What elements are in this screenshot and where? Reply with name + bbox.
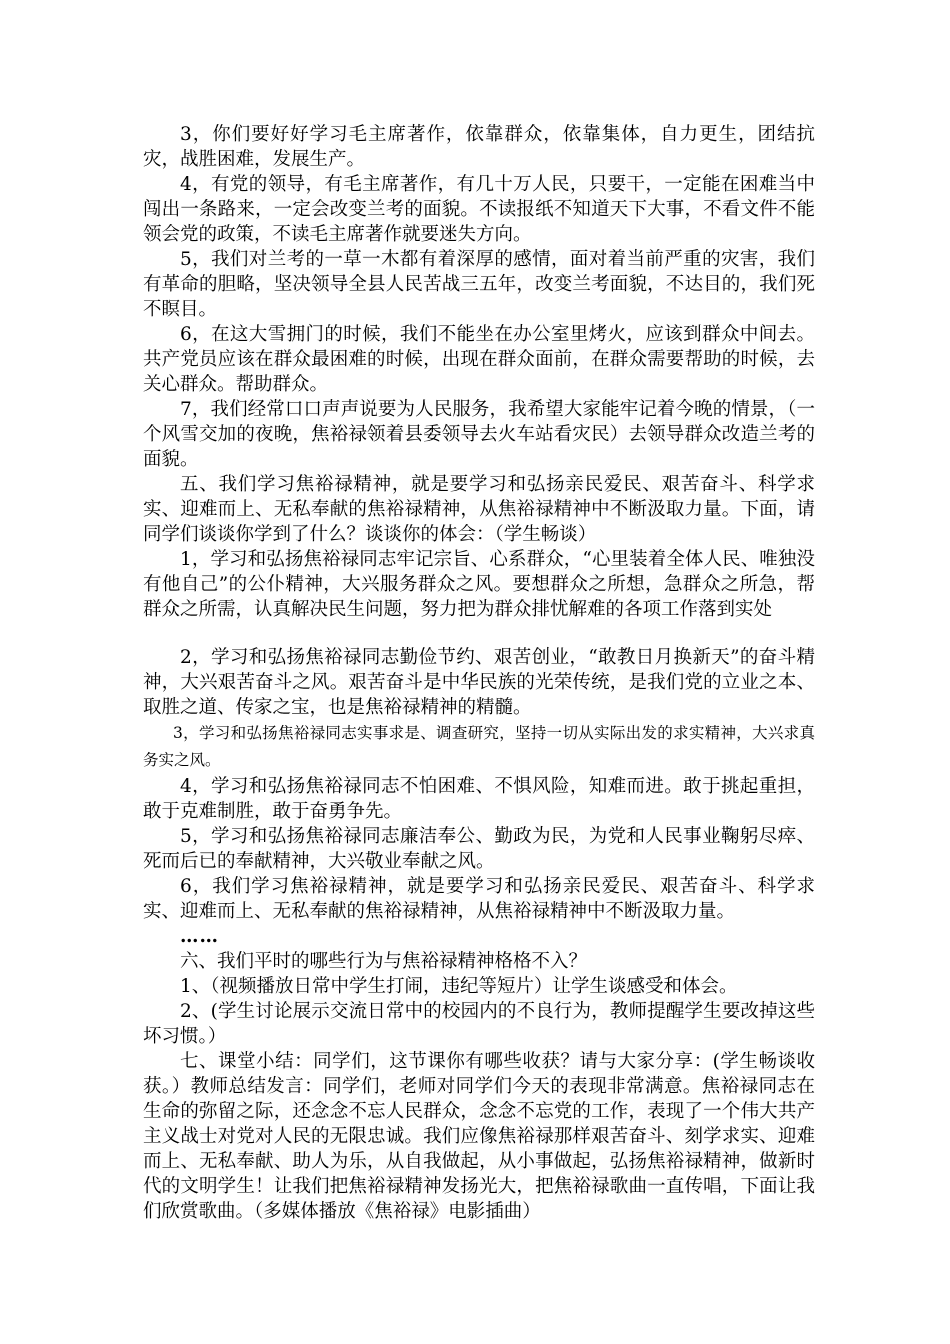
paragraph-six-1: 1、（视频播放日常中学生打闹，违纪等短片）让学生谈感受和体会。 [180,976,738,997]
ellipsis: …… [180,926,219,947]
paragraph-quote-3: 3，你们要好好学习毛主席著作，依靠群众，依靠集体，自力更生，团结抗灾，战胜困难，发展生产。 [143,124,815,170]
paragraph-six-2: 2、(学生讨论展示交流日常中的校园内的不良行为，教师提醒学生要改掉这些坏习惯。） [143,1001,815,1047]
paragraph-spirit-5: 5，学习和弘扬焦裕禄同志廉洁奉公、勤政为民，为党和人民事业鞠躬尽瘁、死而后已的奉献精神，大兴敬业奉献之风。 [143,826,815,872]
section-six-heading: 六、我们平时的哪些行为与焦裕禄精神格格不入？ [180,951,588,972]
paragraph-spirit-1: 1，学习和弘扬焦裕禄同志牢记宗旨、心系群众，“心里装着全体人民、唯独没有他自己”的公仆精神，大兴服务群众之风。要想群众之所想，急群众之所急，帮群众之所需，认真解决民生问题，努力把为群众排忧解难的各项工作落到实处 [143,549,815,620]
paragraph-spirit-3: 3，学习和弘扬焦裕禄同志实事求是、调查研究，坚持一切从实际出发的求实精神，大兴求真务实之风。 [143,724,815,769]
paragraph-quote-7: 7，我们经常口口声声说要为人民服务，我希望大家能牢记着今晚的情景，（一个风雪交加的夜晚，焦裕禄领着县委领导去火车站看灾民）去领导群众改造兰考的面貌。 [143,399,815,470]
paragraph-spirit-4: 4，学习和弘扬焦裕禄同志不怕困难、不惧风险，知难而进。敢于挑起重担，敢于克难制胜，敢于奋勇争先。 [143,776,815,822]
document-body [143,122,815,1224]
section-five-heading: 五、我们学习焦裕禄精神，就是要学习和弘扬亲民爱民、艰苦奋斗、科学求实、迎难而上、无私奉献的焦裕禄精神，从焦裕禄精神中不断汲取力量。下面，请同学们谈谈你学到了什么？谈谈你的体会：（学生畅谈） [143,474,815,545]
paragraph-spirit-2: 2，学习和弘扬焦裕禄同志勤俭节约、艰苦创业，“敢教日月换新天”的奋斗精神，大兴艰苦奋斗之风。艰苦奋斗是中华民族的光荣传统，是我们党的立业之本、取胜之道、传家之宝，也是焦裕禄精神的精髓。 [143,647,815,718]
blank-line [143,622,815,645]
paragraph-quote-6: 6，在这大雪拥门的时候，我们不能坐在办公室里烤火，应该到群众中间去。共产党员应该在群众最困难的时候，出现在群众面前，在群众需要帮助的时候，去关心群众。帮助群众。 [143,324,815,395]
section-seven-summary: 七、课堂小结：同学们，这节课你有哪些收获？请与大家分享：(学生畅谈收获。）教师总结发言：同学们，老师对同学们今天的表现非常满意。焦裕禄同志在生命的弥留之际，还念念不忘人民群众，念念不忘党的工作，表现了一个伟大共产主义战士对党对人民的无限忠诚。我们应像焦裕禄那样艰苦奋斗、刻学求实、迎难而上、无私奉献、助人为乐，从自我做起，从小事做起，弘扬焦裕禄精神，做新时代的文明学生！让我们把焦裕禄精神发扬光大，把焦裕禄歌曲一直传唱，下面让我们欣赏歌曲。（多媒体播放《焦裕禄》电影插曲） [143,1051,815,1222]
paragraph-spirit-6: 6，我们学习焦裕禄精神，就是要学习和弘扬亲民爱民、艰苦奋斗、科学求实、迎难而上、无私奉献的焦裕禄精神，从焦裕禄精神中不断汲取力量。 [143,876,815,922]
paragraph-quote-5: 5，我们对兰考的一草一木都有着深厚的感情，面对着当前严重的灾害，我们有革命的胆略，坚决领导全县人民苦战三五年，改变兰考面貌，不达目的，我们死不瞑目。 [143,249,815,320]
paragraph-quote-4: 4，有党的领导，有毛主席著作，有几十万人民，只要干，一定能在困难当中闯出一条路来，一定会改变兰考的面貌。不读报纸不知道天下大事，不看文件不能领会党的政策，不读毛主席著作就要迷失方向。 [143,174,815,245]
